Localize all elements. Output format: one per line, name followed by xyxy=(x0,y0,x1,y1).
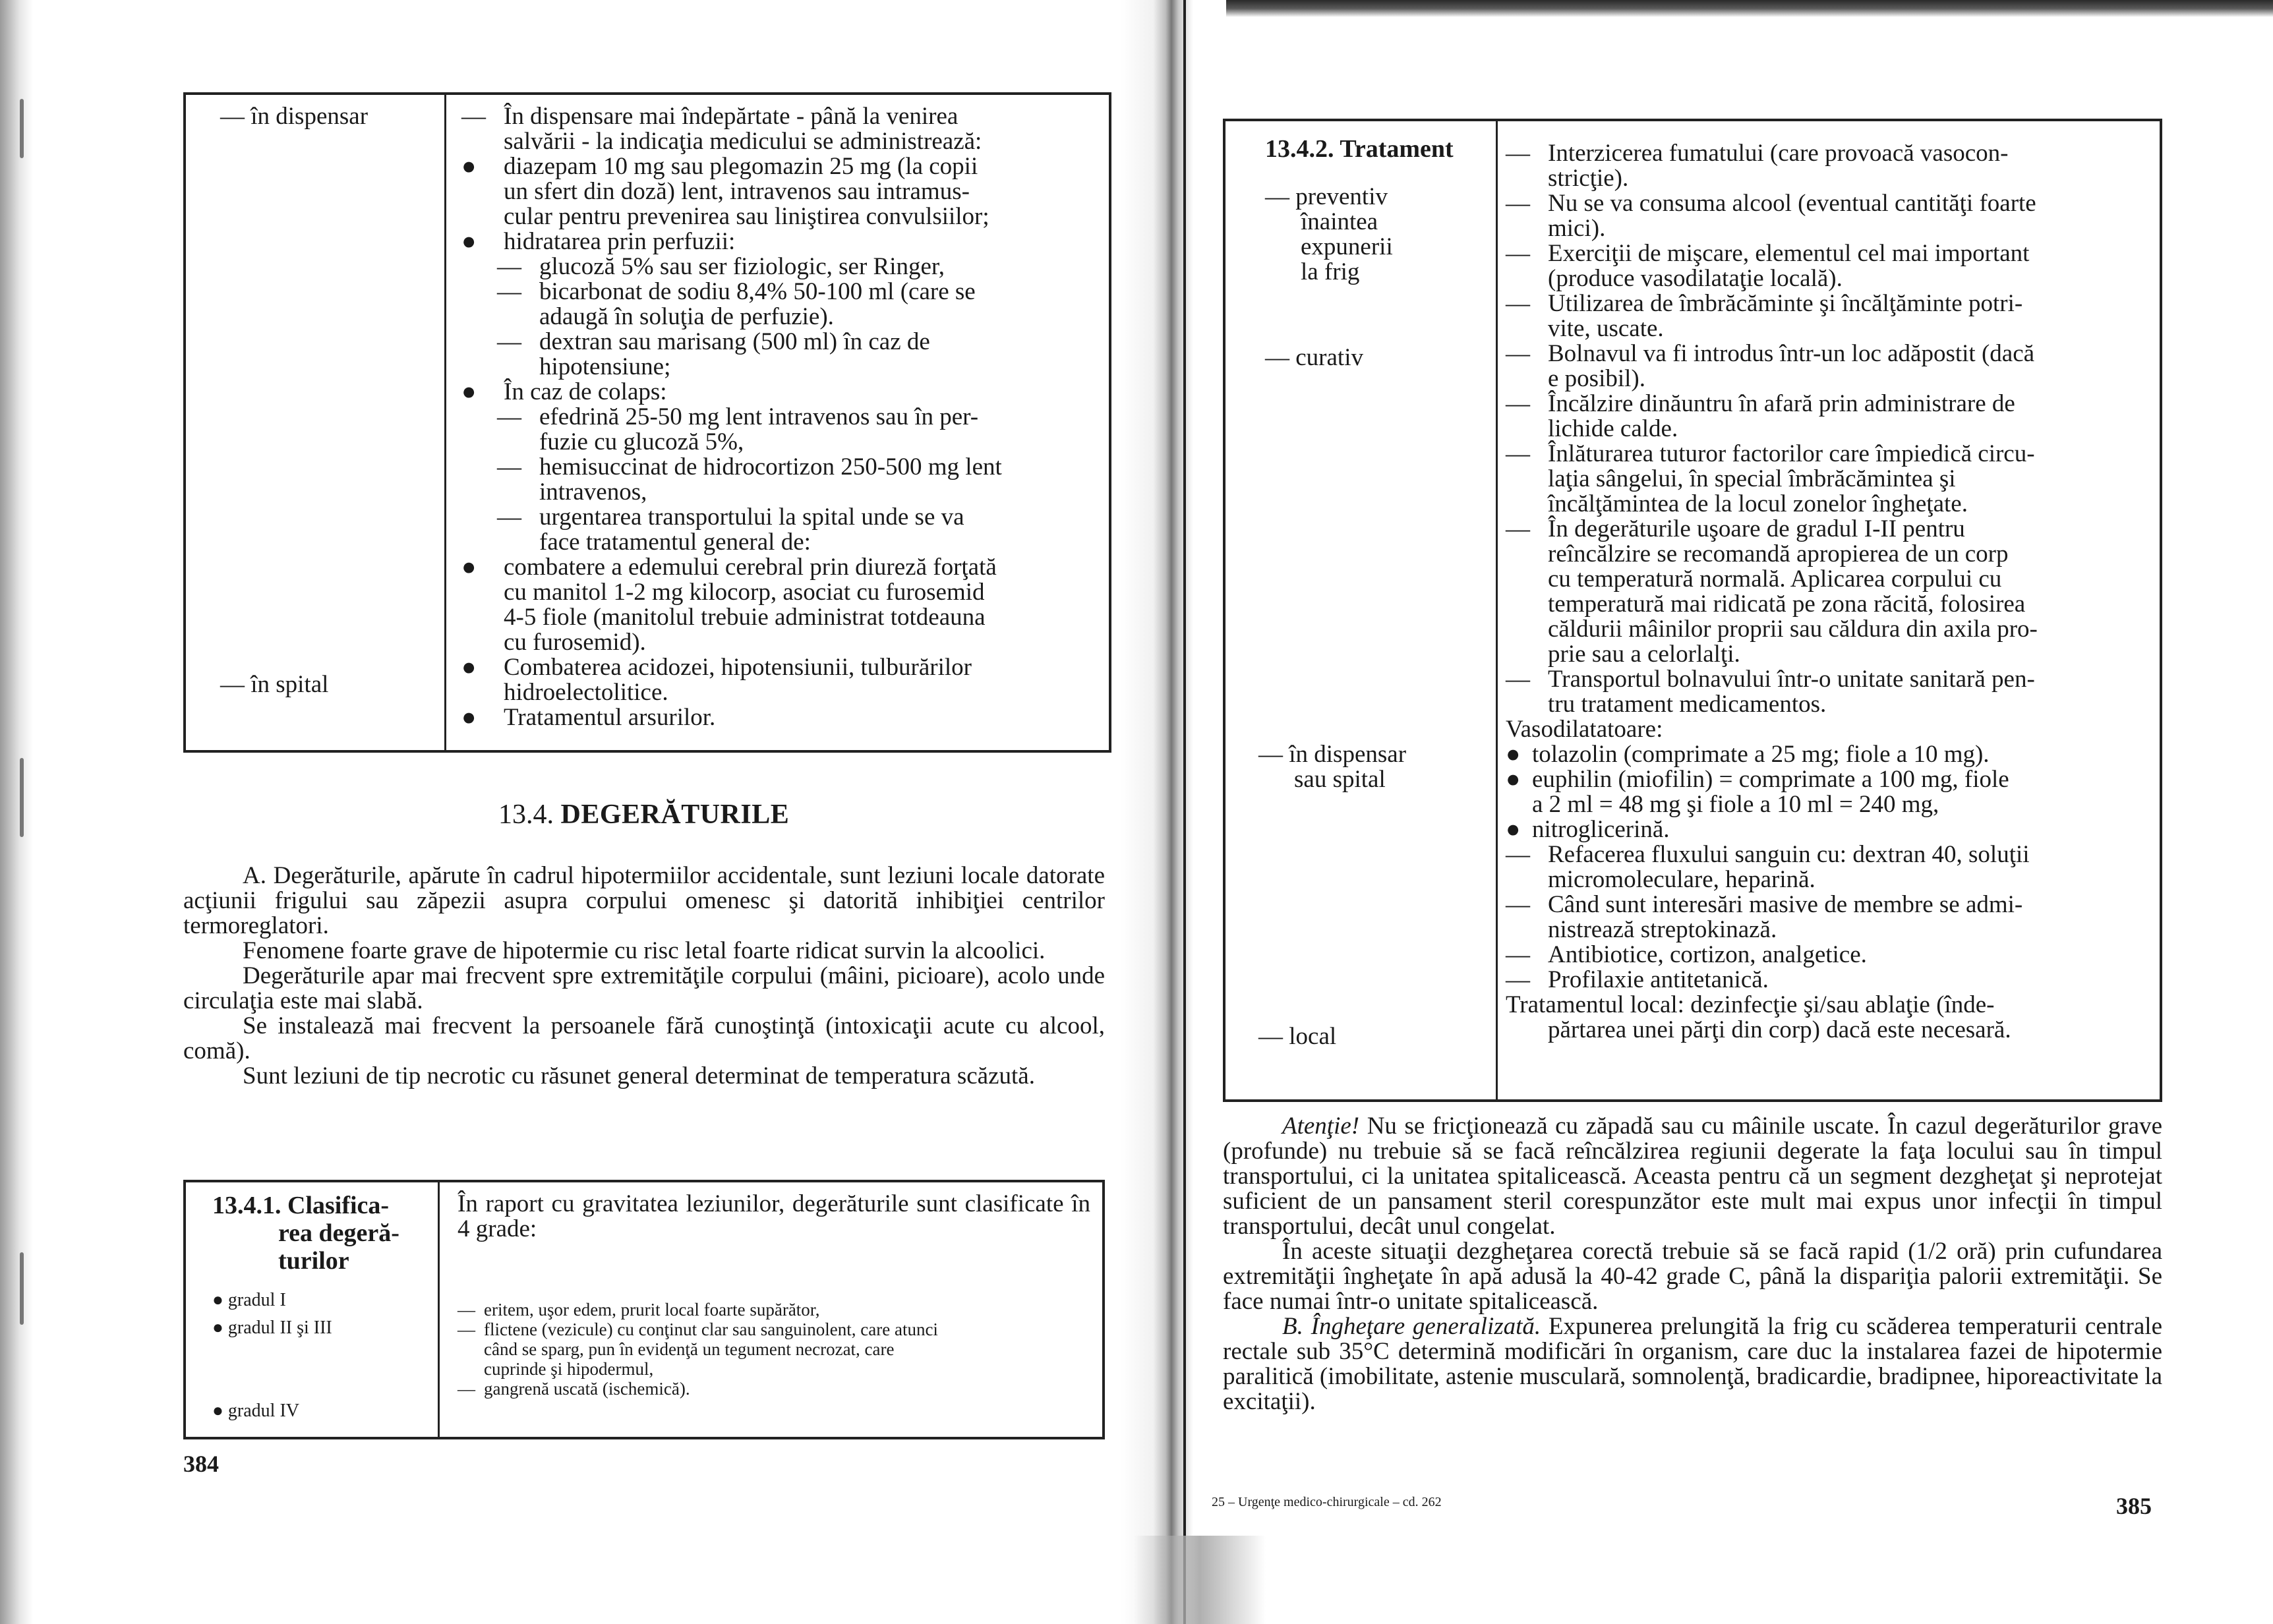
text-line xyxy=(461,254,1094,279)
section-number: 13.4. xyxy=(498,799,554,830)
line-text: când se sparg, pun în evidenţă un tegument necrozat, care xyxy=(484,1339,895,1359)
text-line xyxy=(1506,592,2155,617)
line-text: face tratamentul general de: xyxy=(539,529,811,556)
text-line xyxy=(1506,417,2155,442)
text-line xyxy=(461,104,1094,129)
text-line xyxy=(461,430,1094,455)
body-paragraph xyxy=(1223,1239,2162,1314)
paragraph-text: În aceste situaţii dezgheţarea corectă trebuie să se facă rapid (1/2 oră) prin cufundarea extremităţii îngheţate în apă adusă la 40-42 grade C, până la dispariţia palorii extremităţii. Se face numai într-o unitate spitalicească. xyxy=(1223,1238,2162,1315)
text-line xyxy=(1506,467,2155,492)
body-paragraph: Sunt leziuni de tip necrotic cu răsunet general determinat de temperatura scăzută. xyxy=(243,1062,1035,1089)
footer-note: 25 – Urgenţe medico-chirurgicale – cd. 262 xyxy=(1212,1495,1442,1509)
line-text: prie sau a celorlalţi. xyxy=(1548,641,1740,668)
dash-marker: — xyxy=(458,1300,475,1320)
grade-description-line xyxy=(458,1320,1097,1339)
text-line xyxy=(461,630,1094,655)
treatment-content xyxy=(1506,141,2155,1043)
line-text: căldurii mâinilor proprii sau căldura din axila pro- xyxy=(1548,616,2038,643)
line-text: Utilizarea de îmbrăcăminte şi încălţăminte potri- xyxy=(1548,290,2023,317)
body-paragraph xyxy=(1223,1314,2162,1414)
line-text: În caz de colaps: xyxy=(504,378,667,405)
text-line xyxy=(1506,316,2155,341)
text-line xyxy=(1506,993,2155,1018)
line-text: Vasodilatatoare: xyxy=(1506,716,1663,743)
text-line xyxy=(1506,216,2155,241)
line-text: părtarea unei părţi din corp) dacă este necesară. xyxy=(1548,1016,2011,1043)
section-heading xyxy=(498,799,789,830)
line-text: Combaterea acidozei, hipotensiunii, tulburărilor xyxy=(504,654,972,681)
dash-marker: — xyxy=(1506,390,1530,417)
line-text: eritem, uşor edem, prurit local foarte supărător, xyxy=(484,1300,820,1320)
line-text: temperatură mai ridicată pe zona răcită, folosirea xyxy=(1548,591,2026,618)
classification-intro: În raport cu gravitatea leziunilor, degerăturile sunt clasificate în 4 grade: xyxy=(458,1190,1090,1242)
classification-table xyxy=(183,1180,1105,1439)
text-line xyxy=(461,505,1094,530)
text-line xyxy=(1506,767,2155,792)
grade-description-line xyxy=(458,1359,1097,1379)
dash-marker: — xyxy=(1506,190,1530,217)
classification-title-line: turilor xyxy=(278,1247,349,1275)
text-line xyxy=(1506,392,2155,417)
classification-title-line: rea degeră- xyxy=(278,1219,399,1247)
text-line xyxy=(461,229,1094,254)
label-line: — preventiv xyxy=(1265,183,1388,210)
label-line: — în dispensar xyxy=(1258,741,1407,768)
line-text: micromoleculare, heparină. xyxy=(1548,866,1815,893)
line-text: cuprinde şi hipodermul, xyxy=(484,1359,654,1379)
line-text: hidroelectolitice. xyxy=(504,679,668,706)
line-text: Exerciţii de mişcare, elementul cel mai important xyxy=(1548,240,2030,267)
line-text: Bolnavul va fi introdus într-un loc adăpostit (dacă xyxy=(1548,340,2035,367)
binding-mark xyxy=(20,1252,24,1325)
classification-title xyxy=(212,1192,430,1275)
dash-marker: — xyxy=(1506,666,1530,693)
line-text: reîncălzire se recomandă apropierea de un corp xyxy=(1548,540,2009,567)
text-line xyxy=(461,279,1094,304)
line-text: flictene (vezicule) cu conţinut clar sau sanguinolent, care atunci xyxy=(484,1320,938,1339)
text-line xyxy=(1506,692,2155,717)
text-line xyxy=(461,154,1094,179)
page-number-left: 384 xyxy=(183,1451,219,1477)
text-line xyxy=(1506,442,2155,467)
text-line xyxy=(1506,266,2155,291)
text-line xyxy=(461,705,1094,730)
dash-marker: — xyxy=(1506,340,1530,367)
dash-marker: — xyxy=(458,1320,475,1339)
body-paragraph: A. Degerăturile, apărute în cadrul hipotermiilor accidentale, sunt leziuni locale datorate acţiunii frigului sau zăpezii asupra corpului omenesc şi datorită inhibiţiei centrilor termoreglatori. xyxy=(183,862,1105,939)
text-line xyxy=(461,580,1094,605)
text-line xyxy=(461,129,1094,154)
label-spital: — în spital xyxy=(220,671,329,698)
label-dispensar-spital xyxy=(1258,742,1406,792)
text-line xyxy=(1506,366,2155,392)
line-text: adaugă în soluţia de perfuzie). xyxy=(539,303,834,330)
dash-marker: — xyxy=(497,403,521,430)
book-spine-shadow xyxy=(1121,0,1193,1624)
text-line xyxy=(1506,842,2155,867)
line-text: cu temperatură normală. Aplicarea corpului cu xyxy=(1548,566,2002,593)
line-text: laţia sângelui, în special îmbrăcămintea şi xyxy=(1548,465,1956,492)
body-paragraph: Fenomene foarte grave de hipotermie cu risc letal foarte ridicat survin la alcoolici. xyxy=(243,937,1046,964)
classification-title-line: 13.4.1. Clasifica- xyxy=(212,1192,390,1219)
label-line: sau spital xyxy=(1294,766,1386,793)
dash-marker: — xyxy=(1506,140,1530,167)
dash-marker: — xyxy=(497,453,521,480)
line-text: Tratamentul local: dezinfecţie şi/sau ablaţie (înde- xyxy=(1506,991,1995,1018)
dash-marker: — xyxy=(1506,515,1530,542)
grade-description-line xyxy=(458,1300,1097,1320)
line-text: Înlăturarea tuturor factorilor care împiedică circu- xyxy=(1548,440,2035,467)
line-text: euphilin (miofilin) = comprimate a 100 mg, fiole xyxy=(1532,766,2009,793)
right-body-text xyxy=(1223,1114,2162,1414)
line-text: tolazolin (comprimate a 25 mg; fiole a 10 mg). xyxy=(1532,741,1990,768)
text-line xyxy=(1506,567,2155,592)
dash-marker: — xyxy=(1506,891,1530,918)
body-paragraph: Degerăturile apar mai frecvent spre extremităţile corpului (mâini, picioare), acolo unde circulaţia este mai slabă. xyxy=(183,962,1105,1014)
bullet-marker: ● xyxy=(461,704,477,731)
label-preventiv xyxy=(1265,185,1393,285)
line-text: cular pentru prevenirea sau liniştirea convulsiilor; xyxy=(504,203,989,230)
text-line xyxy=(461,480,1094,505)
line-text: Antibiotice, cortizon, analgetice. xyxy=(1548,941,1867,968)
text-line xyxy=(461,405,1094,430)
text-line xyxy=(1506,717,2155,742)
text-line xyxy=(461,530,1094,555)
bullet-marker: ● xyxy=(461,654,477,681)
text-line xyxy=(461,204,1094,229)
text-line xyxy=(1506,942,2155,968)
line-text: nistrează streptokinază. xyxy=(1548,916,1777,943)
text-line xyxy=(461,655,1094,680)
line-text: urgentarea transportului la spital unde se va xyxy=(539,504,964,531)
text-line xyxy=(1506,166,2155,191)
dash-marker: — xyxy=(1506,440,1530,467)
line-text: stricţie). xyxy=(1548,165,1629,192)
section-title: DEGERĂTURILE xyxy=(560,799,790,830)
line-text: Profilaxie antitetanică. xyxy=(1548,966,1769,993)
text-line xyxy=(1506,141,2155,166)
text-line xyxy=(1506,867,2155,892)
line-text: hipotensiune; xyxy=(539,353,671,380)
line-text: diazepam 10 mg sau plegomazin 25 mg (la copii xyxy=(504,153,978,180)
binding-mark xyxy=(20,758,24,837)
text-line xyxy=(461,680,1094,705)
line-text: Refacerea fluxului sanguin cu: dextran 40, soluţii xyxy=(1548,841,2030,868)
text-line xyxy=(1506,667,2155,692)
dash-marker: — xyxy=(497,253,521,280)
paragraph-text: Nu se fricţionează cu zăpadă sau cu mâinile uscate. În cazul degerăturilor grave (profunde) nu trebuie să se facă reîncălzirea regiunii degerate la faţa locului sau în timpul transportului, ci la unitatea spitalicească. Aceasta pentru că un segment dezgheţat şi neprotejat suficient de un pansament steril corespunzător este mult mai expus unor infecţii în timpul transportului, decât unul congelat. xyxy=(1223,1113,2162,1240)
paragraph-lead: Atenţie! xyxy=(1282,1113,1360,1140)
body-paragraph xyxy=(1223,1114,2162,1239)
line-text: cu manitol 1-2 mg kilocorp, asociat cu furosemid xyxy=(504,579,985,606)
line-text: lichide calde. xyxy=(1548,415,1678,442)
line-text: Încălzire dinăuntru în afară prin administrare de xyxy=(1548,390,2015,417)
dash-marker: — xyxy=(497,328,521,355)
text-line xyxy=(1506,892,2155,917)
line-text: tru tratament medicamentos. xyxy=(1548,691,1827,718)
dash-marker: — xyxy=(458,1379,475,1399)
line-text: glucoză 5% sau ser fiziologic, ser Ringer, xyxy=(539,253,945,280)
line-text: În dispensare mai îndepărtate - până la venirea xyxy=(504,103,959,130)
text-line xyxy=(1506,341,2155,366)
text-line xyxy=(1506,542,2155,567)
line-text: mici). xyxy=(1548,215,1606,242)
line-text: 4-5 fiole (manitolul trebuie administrat totdeauna xyxy=(504,604,986,631)
grade-list xyxy=(212,1287,332,1342)
line-text: Când sunt interesări masive de membre se admi- xyxy=(1548,891,2023,918)
bullet-marker: ● xyxy=(461,228,477,255)
line-text: e posibil). xyxy=(1548,365,1645,392)
dash-marker: — xyxy=(1506,240,1530,267)
line-text: gangrenă uscată (ischemică). xyxy=(484,1379,690,1399)
label-line: înaintea xyxy=(1301,208,1378,235)
dash-marker: — xyxy=(461,103,486,130)
line-text: hidratarea prin perfuzii: xyxy=(504,228,736,255)
line-text: bicarbonat de sodiu 8,4% 50-100 ml (care se xyxy=(539,278,976,305)
dash-marker: — xyxy=(1506,941,1530,968)
label-local: — local xyxy=(1258,1023,1337,1050)
text-line xyxy=(1506,742,2155,767)
bullet-marker: ● xyxy=(461,153,477,180)
line-text: (produce vasodilataţie locală). xyxy=(1548,265,1843,292)
text-line xyxy=(1506,191,2155,216)
line-text: Transportul bolnavului într-o unitate sanitară pen- xyxy=(1548,666,2035,693)
dash-marker: — xyxy=(1506,290,1530,317)
text-line xyxy=(461,355,1094,380)
bullet-marker: ● xyxy=(1506,816,1521,843)
text-line xyxy=(1506,968,2155,993)
table1-content xyxy=(461,104,1094,730)
dash-marker: — xyxy=(1506,841,1530,868)
text-line xyxy=(1506,492,2155,517)
line-text: a 2 ml = 48 mg şi fiole a 10 ml = 240 mg, xyxy=(1532,791,1939,818)
text-line xyxy=(461,179,1094,204)
text-line xyxy=(1506,917,2155,942)
text-line xyxy=(1506,642,2155,667)
paragraph-lead: B. Îngheţare generalizată. xyxy=(1282,1313,1541,1340)
paragraph-text: Expunerea prelungită la frig cu scăderea temperaturii centrale rectale sub 35°C determină modificări în organism, care duc la instalarea fazei de hipotermie paralitică (imobilitate, astenie musculară, somnolenţă, bradicardie, bradipnee, hiporeactivitate la excitaţii). xyxy=(1223,1313,2162,1415)
line-text: combatere a edemului cerebral prin diureză forţată xyxy=(504,554,997,581)
left-body-text xyxy=(183,863,1105,1089)
line-text: nitroglicerină. xyxy=(1532,816,1670,843)
line-text: fuzie cu glucoză 5%, xyxy=(539,428,744,455)
text-line xyxy=(1506,617,2155,642)
line-text: încălţămintea de la locul zonelor îngheţate. xyxy=(1548,490,1968,517)
dash-marker: — xyxy=(497,504,521,531)
page-number-right: 385 xyxy=(2116,1493,2152,1519)
line-text: salvării - la indicaţia medicului se administrează: xyxy=(504,128,982,155)
line-text: vite, uscate. xyxy=(1548,315,1664,342)
line-text: hemisuccinat de hidrocortizon 250-500 mg lent xyxy=(539,453,1002,480)
line-text: În degerăturile uşoare de gradul I-II pentru xyxy=(1548,515,1965,542)
line-text: cu furosemid). xyxy=(504,629,646,656)
dash-marker: — xyxy=(497,278,521,305)
label-line: expunerii xyxy=(1301,233,1393,260)
grade-item: ● gradul II şi III xyxy=(212,1318,332,1338)
grade-item: ● gradul IV xyxy=(212,1401,299,1421)
text-line xyxy=(1506,1018,2155,1043)
line-text: Tratamentul arsurilor. xyxy=(504,704,716,731)
grade-description-line xyxy=(458,1339,1097,1359)
line-text: dextran sau marisang (500 ml) în caz de xyxy=(539,328,930,355)
scan-left-edge xyxy=(0,0,33,1624)
text-line xyxy=(461,555,1094,580)
text-line xyxy=(461,380,1094,405)
bullet-marker: ● xyxy=(461,378,477,405)
text-line xyxy=(461,330,1094,355)
dash-marker: — xyxy=(1506,966,1530,993)
text-line xyxy=(1506,517,2155,542)
line-text: un sfert din doză) lent, intravenos sau intramus- xyxy=(504,178,970,205)
binding-mark xyxy=(20,99,24,158)
treatment-table-frostbite xyxy=(1223,119,2162,1102)
grade-descriptions xyxy=(458,1300,1097,1399)
bullet-marker: ● xyxy=(1506,741,1521,768)
body-paragraph: Se instalează mai frecvent la persoanele fără cunoştinţă (intoxicaţii acute cu alcool, comă). xyxy=(183,1012,1105,1064)
line-text: Interzicerea fumatului (care provoacă vasocon- xyxy=(1548,140,2009,167)
text-line xyxy=(461,605,1094,630)
line-text: intravenos, xyxy=(539,478,647,506)
text-line xyxy=(461,304,1094,330)
treatment-title: 13.4.2. Tratament xyxy=(1265,135,1454,163)
scan-top-shadow xyxy=(1226,0,2273,17)
bullet-marker: ● xyxy=(461,554,477,581)
label-dispensar: — în dispensar xyxy=(220,103,369,130)
line-text: efedrină 25-50 mg lent intravenos sau în per- xyxy=(539,403,979,430)
label-curativ: — curativ xyxy=(1265,344,1363,371)
book-spine-line xyxy=(1183,0,1186,1624)
text-line xyxy=(1506,291,2155,316)
line-text: Nu se va consuma alcool (eventual cantităţi foarte xyxy=(1548,190,2036,217)
text-line xyxy=(1506,241,2155,266)
text-line xyxy=(1506,817,2155,842)
text-line xyxy=(461,455,1094,480)
text-line xyxy=(1506,792,2155,817)
bullet-marker: ● xyxy=(1506,766,1521,793)
label-line: la frig xyxy=(1301,258,1360,285)
treatment-table-burns xyxy=(183,92,1111,753)
grade-item: ● gradul I xyxy=(212,1290,286,1310)
grade-description-line xyxy=(458,1379,1097,1399)
scan-bottom-shadow xyxy=(1134,1536,1266,1624)
